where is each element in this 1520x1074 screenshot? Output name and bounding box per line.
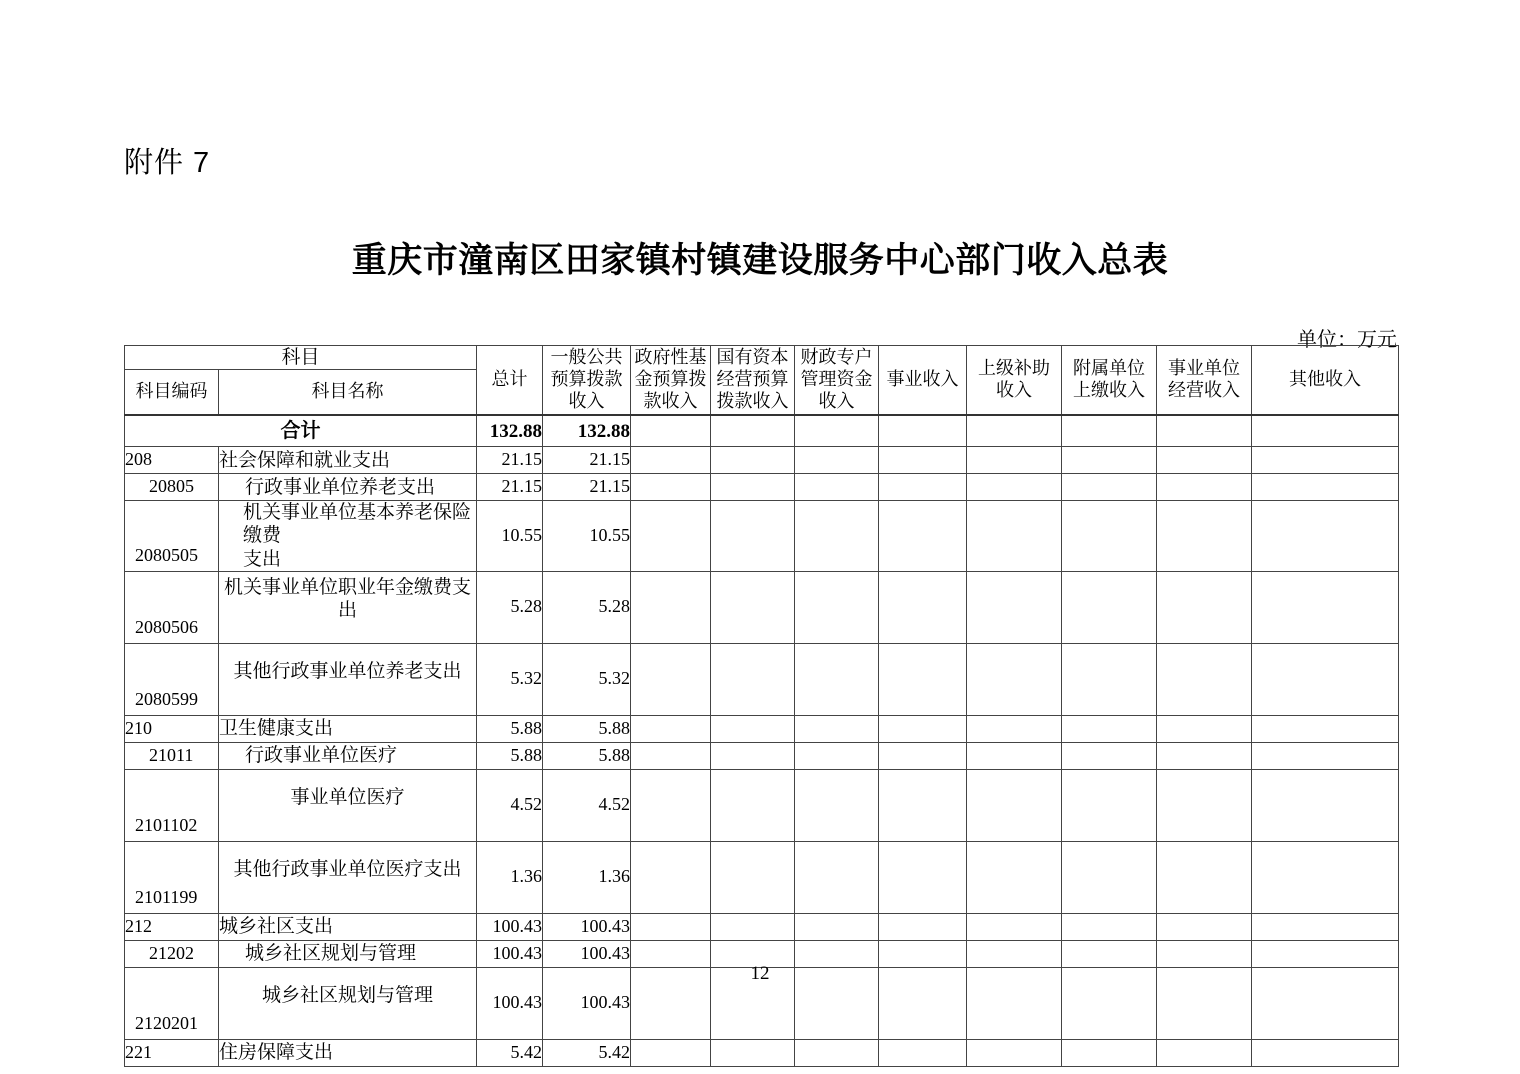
cell-superior-subsidy [967,715,1062,742]
line1: 事业收入 [886,369,959,390]
cell-institution-income [879,474,967,501]
cell-superior-subsidy [967,474,1062,501]
cell-subject-name [219,769,477,841]
cell-superior-subsidy [967,769,1062,841]
line2: 上缴收入 [1073,380,1146,401]
name-line: 卫生健康支出 [219,718,334,740]
header-col-subordinate-remittance [1062,346,1157,416]
cell-total: 100.43 [477,940,543,967]
cell-state-capital-budget [711,913,795,940]
header-subject-name: 科目名称 [219,370,477,416]
table-row [125,1039,1399,1066]
cell-total: 10.55 [477,501,543,572]
cell-subordinate-remittance [1062,643,1157,715]
header-col-state-capital-budget [711,346,795,416]
line2: 金预算拨 [634,369,707,390]
line2: 经营预算 [716,369,789,390]
cell-gov-fund-budget [631,841,711,913]
cell-superior-subsidy [967,415,1062,447]
line2: 收入 [996,380,1033,401]
cell-institution-income [879,715,967,742]
table-row [125,447,1399,474]
cell-superior-subsidy [967,1039,1062,1066]
cell-subordinate-remittance [1062,447,1157,474]
header-col-institution-income [879,346,967,416]
header-col-institution-operating [1157,346,1252,416]
name-line: 城乡社区支出 [219,916,334,938]
cell-general-public-budget: 5.88 [543,742,631,769]
unit-note: 单位：万元 [1297,329,1397,351]
income-summary-table-wrapper [124,345,1398,1067]
cell-fiscal-account-funds [795,415,879,447]
cell-fiscal-account-funds [795,841,879,913]
table-row-total [125,415,1399,447]
table-row [125,742,1399,769]
cell-general-public-budget: 5.28 [543,571,631,643]
cell-total: 21.15 [477,474,543,501]
cell-subject-name [219,742,477,769]
cell-gov-fund-budget [631,501,711,572]
cell-gov-fund-budget [631,447,711,474]
cell-subject-code: 20805 [125,474,219,501]
cell-other-income [1252,415,1399,447]
cell-institution-income [879,841,967,913]
cell-subordinate-remittance [1062,1039,1157,1066]
header-subject-code: 科目编码 [125,370,219,416]
cell-other-income [1252,742,1399,769]
cell-institution-operating [1157,913,1252,940]
name-line: 行政事业单位医疗 [245,745,398,767]
cell-institution-operating [1157,474,1252,501]
cell-other-income [1252,715,1399,742]
header-col-total [477,346,543,416]
cell-subordinate-remittance [1062,841,1157,913]
cell-superior-subsidy [967,643,1062,715]
table-row [125,841,1399,913]
table-row [125,769,1399,841]
cell-total-label: 合计 [125,415,477,447]
cell-institution-operating [1157,643,1252,715]
cell-subject-name [219,913,477,940]
cell-superior-subsidy [967,571,1062,643]
cell-state-capital-budget [711,501,795,572]
cell-gov-fund-budget [631,571,711,643]
name-line: 城乡社区规划与管理 [262,984,434,1006]
name-line: 住房保障支出 [219,1042,334,1064]
table-row [125,571,1399,643]
cell-other-income [1252,571,1399,643]
cell-subject-name [219,447,477,474]
line3: 收入 [568,391,605,412]
header-col-gov-fund-budget [631,346,711,416]
cell-institution-operating [1157,769,1252,841]
cell-gov-fund-budget [631,643,711,715]
line1: 事业单位 [1168,358,1241,379]
cell-total: 5.42 [477,1039,543,1066]
line2: 经营收入 [1168,380,1241,401]
cell-gov-fund-budget [631,1039,711,1066]
cell-subject-code: 2101199 [125,841,219,913]
name-line: 其他行政事业单位养老支出 [233,660,462,682]
cell-institution-income [879,501,967,572]
cell-general-public-budget: 100.43 [543,940,631,967]
cell-fiscal-account-funds [795,769,879,841]
cell-subordinate-remittance [1062,571,1157,643]
cell-subordinate-remittance [1062,501,1157,572]
cell-general-public-budget: 21.15 [543,474,631,501]
table-row [125,501,1399,572]
line1: 附属单位 [1073,358,1146,379]
cell-subject-name [219,571,477,643]
cell-subject-name [219,501,477,572]
cell-superior-subsidy [967,913,1062,940]
cell-gov-fund-budget [631,415,711,447]
name-line: 行政事业单位养老支出 [245,476,436,498]
cell-institution-operating [1157,415,1252,447]
cell-fiscal-account-funds [795,501,879,572]
header-col-general-public-budget [543,346,631,416]
cell-total: 100.43 [477,967,543,1039]
cell-institution-income [879,643,967,715]
cell-superior-subsidy [967,742,1062,769]
cell-subject-code: 221 [125,1039,219,1066]
cell-superior-subsidy [967,501,1062,572]
cell-subject-name [219,715,477,742]
cell-fiscal-account-funds [795,643,879,715]
cell-gov-fund-budget [631,913,711,940]
cell-subordinate-remittance [1062,715,1157,742]
line1: 国有资本 [716,347,789,368]
table-row [125,474,1399,501]
cell-institution-operating [1157,742,1252,769]
cell-total: 1.36 [477,841,543,913]
cell-subordinate-remittance [1062,913,1157,940]
cell-fiscal-account-funds [795,474,879,501]
line3: 款收入 [643,391,698,412]
cell-total: 5.32 [477,643,543,715]
cell-subject-code: 2101102 [125,769,219,841]
cell-subject-code: 2080599 [125,643,219,715]
cell-superior-subsidy [967,841,1062,913]
cell-state-capital-budget [711,415,795,447]
cell-gov-fund-budget [631,769,711,841]
line1: 其他收入 [1289,369,1362,390]
cell-subject-name [219,474,477,501]
cell-general-public-budget: 100.43 [543,967,631,1039]
table-head [125,346,1399,416]
cell-other-income [1252,1039,1399,1066]
cell-state-capital-budget [711,769,795,841]
cell-fiscal-account-funds [795,715,879,742]
name-line: 城乡社区规划与管理 [245,943,417,965]
line1: 一般公共 [550,347,623,368]
cell-institution-operating [1157,715,1252,742]
cell-state-capital-budget [711,447,795,474]
header-row-1 [125,346,1399,370]
cell-fiscal-account-funds [795,1039,879,1066]
name-line: 机关事业单位基本养老保险缴费 [243,502,472,547]
cell-general-public-budget: 100.43 [543,913,631,940]
cell-subject-code: 212 [125,913,219,940]
page-number: 12 [750,963,770,984]
cell-subject-name [219,841,477,913]
cell-total: 5.88 [477,742,543,769]
cell-subordinate-remittance [1062,769,1157,841]
cell-fiscal-account-funds [795,913,879,940]
line1: 上级补助 [978,358,1051,379]
cell-state-capital-budget [711,571,795,643]
cell-institution-income [879,913,967,940]
cell-institution-income [879,1039,967,1066]
line2: 管理资金 [800,369,873,390]
cell-total: 5.88 [477,715,543,742]
cell-superior-subsidy [967,447,1062,474]
cell-subject-code: 2120201 [125,967,219,1039]
cell-general-public-budget: 5.32 [543,643,631,715]
header-subject-group: 科目 [125,346,477,370]
cell-other-income [1252,643,1399,715]
cell-institution-operating [1157,447,1252,474]
cell-general-public-budget: 21.15 [543,447,631,474]
cell-subject-code: 210 [125,715,219,742]
table-row [125,913,1399,940]
cell-institution-income [879,415,967,447]
cell-subject-name [219,1039,477,1066]
header-col-superior-subsidy [967,346,1062,416]
cell-subject-name [219,643,477,715]
cell-fiscal-account-funds [795,571,879,643]
header-col-fiscal-account-funds [795,346,879,416]
cell-subject-code: 208 [125,447,219,474]
cell-state-capital-budget [711,742,795,769]
cell-institution-income [879,742,967,769]
cell-institution-operating [1157,841,1252,913]
cell-other-income [1252,769,1399,841]
line1: 财政专户 [800,347,873,368]
cell-subject-code: 2080505 [125,501,219,572]
cell-total: 100.43 [477,913,543,940]
cell-other-income [1252,447,1399,474]
cell-subordinate-remittance [1062,415,1157,447]
cell-state-capital-budget [711,715,795,742]
header-col-other-income [1252,346,1399,416]
line3: 拨款收入 [716,391,789,412]
cell-other-income [1252,501,1399,572]
cell-institution-income [879,447,967,474]
name-line: 事业单位医疗 [290,786,405,808]
cell-institution-operating [1157,1039,1252,1066]
cell-state-capital-budget [711,474,795,501]
name-line: 支出 [243,548,282,570]
cell-fiscal-account-funds [795,742,879,769]
line1: 政府性基 [634,347,707,368]
cell-subordinate-remittance [1062,742,1157,769]
cell-institution-income [879,769,967,841]
table-row [125,715,1399,742]
cell-total: 5.28 [477,571,543,643]
cell-fiscal-account-funds [795,447,879,474]
name-line: 其他行政事业单位医疗支出 [233,858,462,880]
cell-general-public-budget: 132.88 [543,415,631,447]
header-col-total-label: 总计 [491,369,528,390]
cell-institution-operating [1157,501,1252,572]
cell-general-public-budget: 10.55 [543,501,631,572]
cell-subject-code: 2080506 [125,571,219,643]
line3: 收入 [818,391,855,412]
cell-general-public-budget: 5.88 [543,715,631,742]
cell-gov-fund-budget [631,474,711,501]
cell-institution-income [879,571,967,643]
cell-gov-fund-budget [631,742,711,769]
cell-state-capital-budget [711,841,795,913]
cell-state-capital-budget [711,1039,795,1066]
cell-state-capital-budget [711,643,795,715]
cell-subject-code: 21011 [125,742,219,769]
cell-subject-code: 21202 [125,940,219,967]
name-line: 社会保障和就业支出 [219,449,391,471]
cell-other-income [1252,913,1399,940]
income-summary-table [124,345,1399,1067]
table-row [125,643,1399,715]
cell-general-public-budget: 4.52 [543,769,631,841]
cell-other-income [1252,474,1399,501]
page-title: 重庆市潼南区田家镇村镇建设服务中心部门收入总表 [351,241,1169,280]
cell-total: 132.88 [477,415,543,447]
cell-total: 21.15 [477,447,543,474]
cell-total: 4.52 [477,769,543,841]
cell-general-public-budget: 1.36 [543,841,631,913]
cell-general-public-budget: 5.42 [543,1039,631,1066]
cell-other-income [1252,841,1399,913]
annex-label: 附件 7 [124,147,211,179]
name-line: 机关事业单位职业年金缴费支出 [224,577,472,622]
line2: 预算拨款 [550,369,623,390]
cell-subordinate-remittance [1062,474,1157,501]
cell-institution-operating [1157,571,1252,643]
cell-gov-fund-budget [631,715,711,742]
